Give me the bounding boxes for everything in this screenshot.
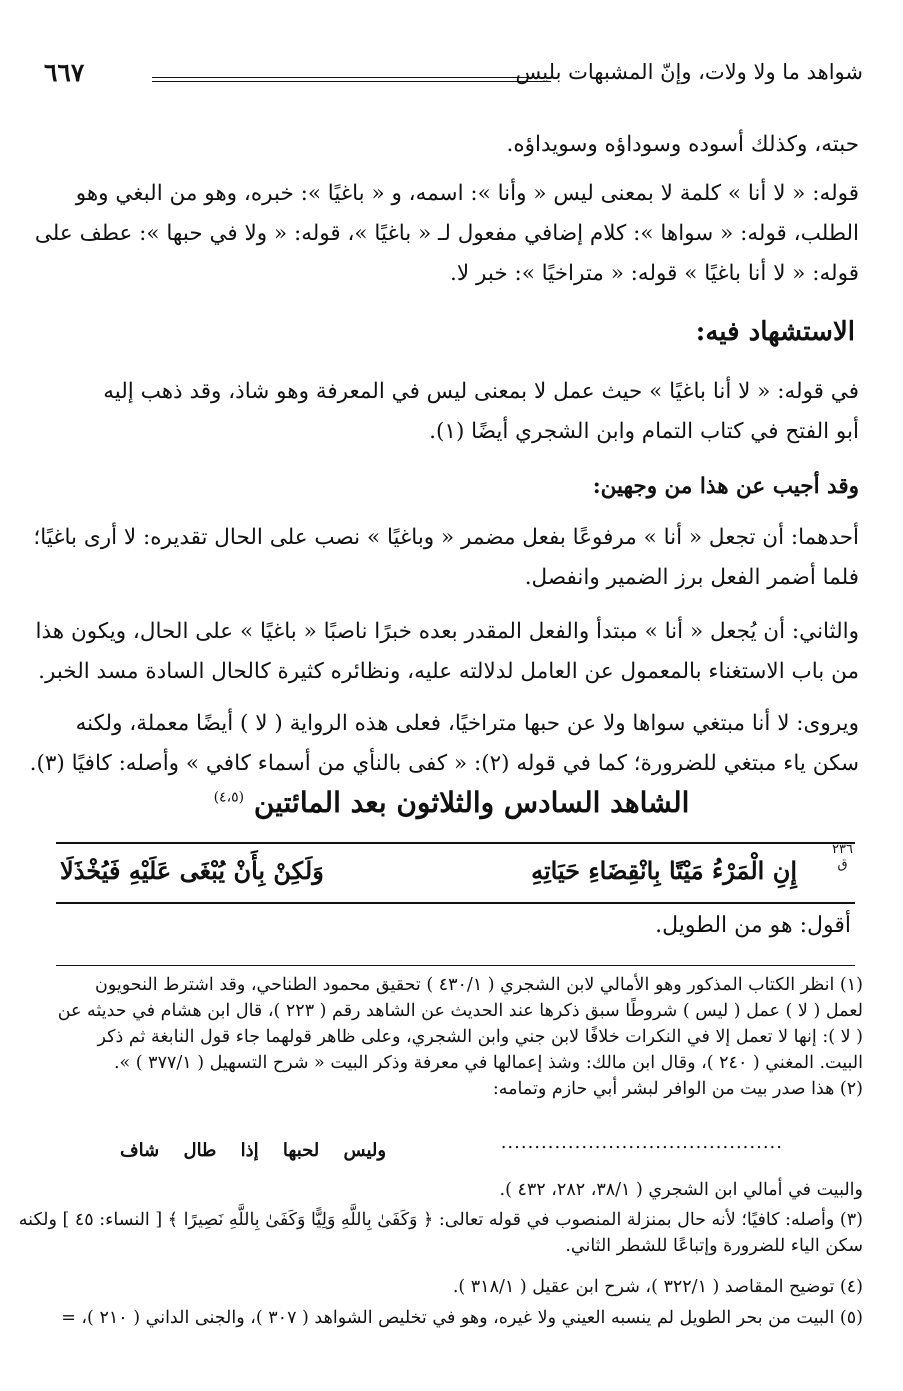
footnote-line: (٤) توضيح المقاصد ( ٣٢٢/١ )، شرح ابن عقيل ( ٣١٨/١ ). xyxy=(452,1277,863,1297)
verse-number-value: ٢٣٦ xyxy=(832,842,853,857)
text-line: قوله: « لا أنا باغيًا » قوله: « متراخيًا »: خبر لا. xyxy=(450,261,859,286)
istishhad-heading: الاستشهاد فيه: xyxy=(695,317,855,347)
shahid-heading xyxy=(0,786,903,819)
text-line: أحدهما: أن تجعل « أنا » مرفوعًا بفعل مضمر « وباغيًا » نصب على الحال تقديره: لا أرى باغيًا؛ xyxy=(33,525,859,550)
footnote-1 xyxy=(40,972,863,1076)
text-line: وقد أجيب عن هذا من وجهين: xyxy=(592,474,859,499)
footnote-4 xyxy=(40,1274,863,1300)
paragraph-ujiba xyxy=(42,467,859,507)
text-line: سكن ياء مبتغي للضرورة؛ كما في قوله (٢): « كفى بالنأي من أسماء كافي » وأصله: كافيًا (٣). xyxy=(29,751,859,776)
header-rule xyxy=(152,77,551,82)
shahid-heading-footnote-ref: (٤،٥) xyxy=(213,789,245,806)
text-line: حبته، وكذلك أسوده وسوداؤه وسويداؤه. xyxy=(506,132,859,157)
paragraph-yurwa xyxy=(29,704,859,784)
text-line: قوله: « لا أنا » كلمة لا بمعنى ليس « وأنا »: اسمه، و « باغيًا »: خبره، وهو من البغي وهو xyxy=(75,181,859,206)
paragraph-qawluhu xyxy=(34,174,859,294)
text-line: فلما أضمر الفعل برز الضمير وانفصل. xyxy=(524,565,859,590)
footnote-line: (١) انظر الكتاب المذكور وهو الأمالي لابن الشجري ( ٤٣٠/١ ) تحقيق محمود الطناحي، وقد اشترط النحويون xyxy=(94,975,863,995)
footnote-2-source xyxy=(40,1177,863,1203)
footnote-separator xyxy=(56,965,855,966)
text-line: والثاني: أن يُجعل « أنا » مبتدأ والفعل المقدر بعده خبرًا ناصبًا « باغيًا » على الحال، ويكون هذا xyxy=(35,619,859,644)
paragraph-ahaduhuma xyxy=(33,518,859,598)
text-line: ويروى: لا أنا مبتغي سواها ولا عن حبها متراخيًا، فعلى هذه الرواية ( لا ) أيضًا معملة، ولكنه xyxy=(75,711,859,736)
verse-number xyxy=(832,842,853,872)
verse-hemistich-1: إِنِ الْمَرْءُ مَيْتًا بِانْقِضَاءِ حَيَاتِهِ xyxy=(531,856,797,885)
footnote-line: البيت. المغني ( ٢٤٠ )، وقال ابن مالك: وشذ إعمالها في معرفة وذكر البيت « شرح التسهيل ( ٣٧٧/١ ) ». xyxy=(113,1053,863,1073)
footnote-2-hemistich: وليس لحبها إذا طال شاف xyxy=(120,1140,387,1161)
footnote-line: (٣) وأصله: كافيًا؛ لأنه حال بمنزلة المنصوب في قوله تعالى: ﴿ وَكَفَىٰ بِاللَّهِ وَلِيًّا وَكَفَىٰ بِاللَّهِ نَصِيرًا ﴾ [ النساء: ٤٥ ] ولكنه xyxy=(18,1210,863,1230)
verse-label: ق xyxy=(837,857,848,872)
verse-box xyxy=(56,842,855,904)
verse-ellipsis: .......................................... xyxy=(500,1132,783,1153)
running-title: شواهد ما ولا ولات، وإنّ المشبهات بليس xyxy=(515,60,863,84)
footnote-2 xyxy=(40,1076,863,1102)
verse-hemistich-2: وَلَكِنْ بِأَنْ يُبْغَى عَلَيْهِ فَيُخْذَلَا xyxy=(60,856,324,885)
footnote-line: سكن الياء للضرورة وإتباعًا للشطر الثاني. xyxy=(565,1236,863,1256)
text-line: في قوله: « لا أنا باغيًا » حيث عمل لا بمعنى ليس في المعرفة وهو شاذ، وقد ذهب إليه xyxy=(103,379,859,404)
footnote-line: والبيت في أمالي ابن الشجري ( ٣٨/١، ٢٨٢، ٤٣٢ ). xyxy=(499,1180,863,1200)
running-head xyxy=(40,58,863,94)
footnote-3 xyxy=(18,1207,863,1259)
page-number: ٦٦٧ xyxy=(44,58,85,87)
footnote-line: (٥) البيت من بحر الطويل لم ينسبه العيني ولا غيره، وهو في تخليص الشواهد ( ٣٠٧ )، والجنى الداني ( ٢١٠ )، = xyxy=(61,1308,863,1328)
paragraph-thani xyxy=(35,612,859,692)
aqul-line: أقول: هو من الطويل. xyxy=(655,913,851,938)
shahid-heading-text: الشاهد السادس والثلاثون بعد المائتين xyxy=(253,786,690,819)
footnote-line: لعمل ( لا ) عمل ( ليس ) شروطًا سبق ذكرها عند الحديث عن الشاهد رقم ( ٢٢٣ )، قال ابن هشام في حديثه عن xyxy=(57,1001,863,1021)
footnote-5 xyxy=(40,1305,863,1331)
footnote-line: ( لا ): إنها لا تعمل إلا في النكرات خلافًا لابن جني وابن الشجري، وعلى ظاهر قولهما جاء قول النابغة ثم ذكر xyxy=(97,1027,863,1047)
paragraph-istishhad xyxy=(42,372,859,452)
text-line: أبو الفتح في كتاب التمام وابن الشجري أيضًا (١). xyxy=(429,419,859,444)
text-line: الطلب، قوله: « سواها »: كلام إضافي مفعول لـ « باغيًا »، قوله: « ولا في حبها »: عطف على xyxy=(34,221,859,246)
text-line: من باب الاستغناء بالمعمول عن العامل لدلالته عليه، ونظائره كثيرة كالحال السادة مسد الخبر. xyxy=(38,659,859,684)
paragraph-line1 xyxy=(42,125,859,165)
footnote-line: (٢) هذا صدر بيت من الوافر لبشر أبي حازم وتمامه: xyxy=(492,1079,863,1099)
